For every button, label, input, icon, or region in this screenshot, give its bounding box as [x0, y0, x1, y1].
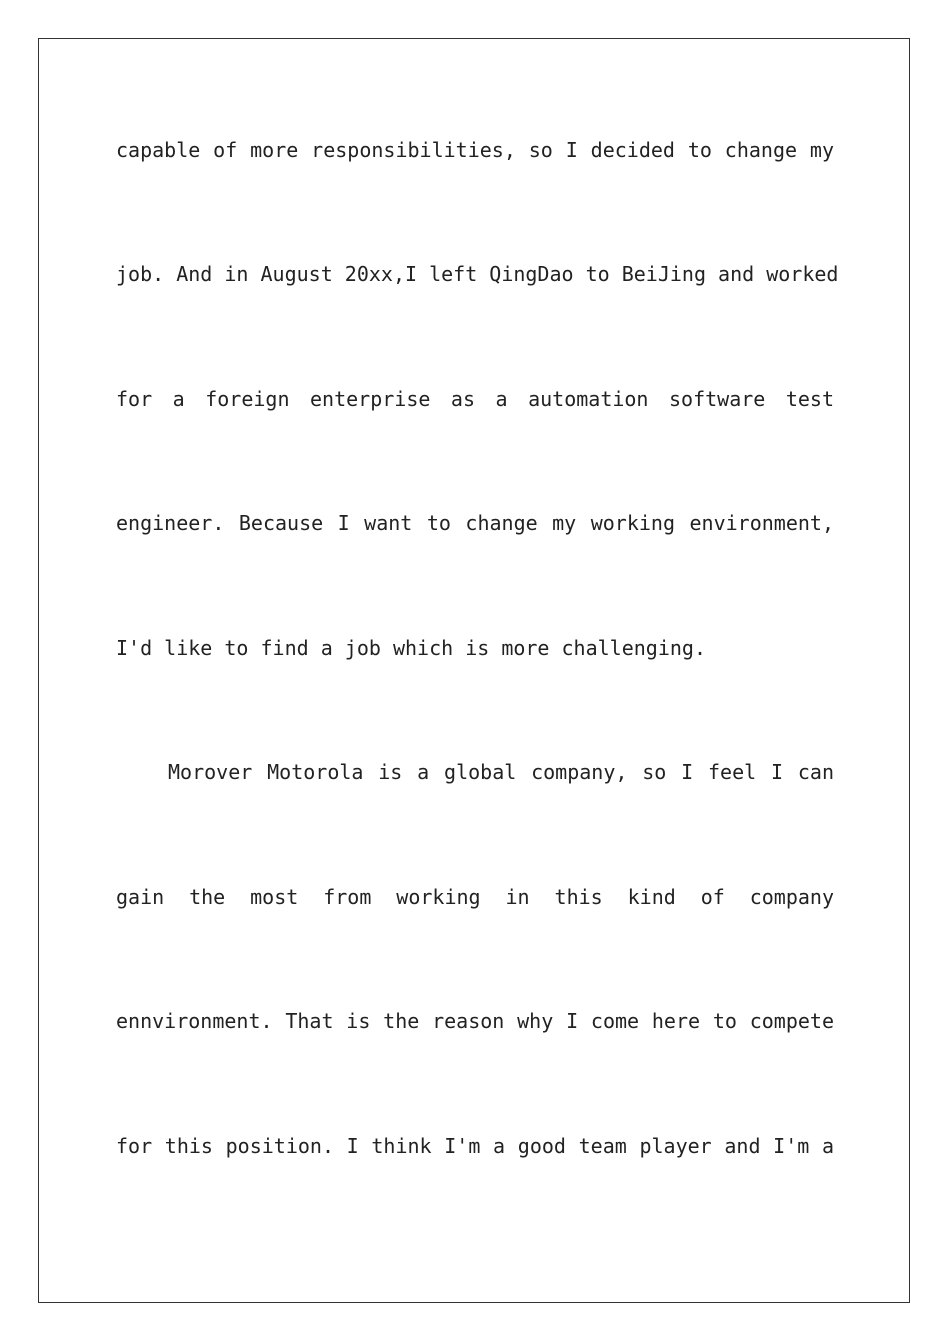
text-line: ennvironment. That is the reason why I come here to compete	[116, 1009, 834, 1033]
text-line: job. And in August 20xx,I left QingDao to BeiJing and worked	[116, 262, 839, 286]
text-line: for this position. I think I'm a good team player and I'm a	[116, 1134, 834, 1158]
text-line: gain the most from working in this kind of company	[116, 885, 834, 909]
page-border	[38, 38, 910, 1303]
text-line: for a foreign enterprise as a automation software test	[116, 387, 834, 411]
paragraph-start-line: Morover Motorola is a global company, so I feel I can	[168, 760, 834, 784]
text-line: engineer. Because I want to change my working environment,	[116, 511, 834, 535]
text-line: I'd like to find a job which is more challenging.	[116, 636, 707, 660]
text-line: capable of more responsibilities, so I decided to change my	[116, 138, 834, 162]
